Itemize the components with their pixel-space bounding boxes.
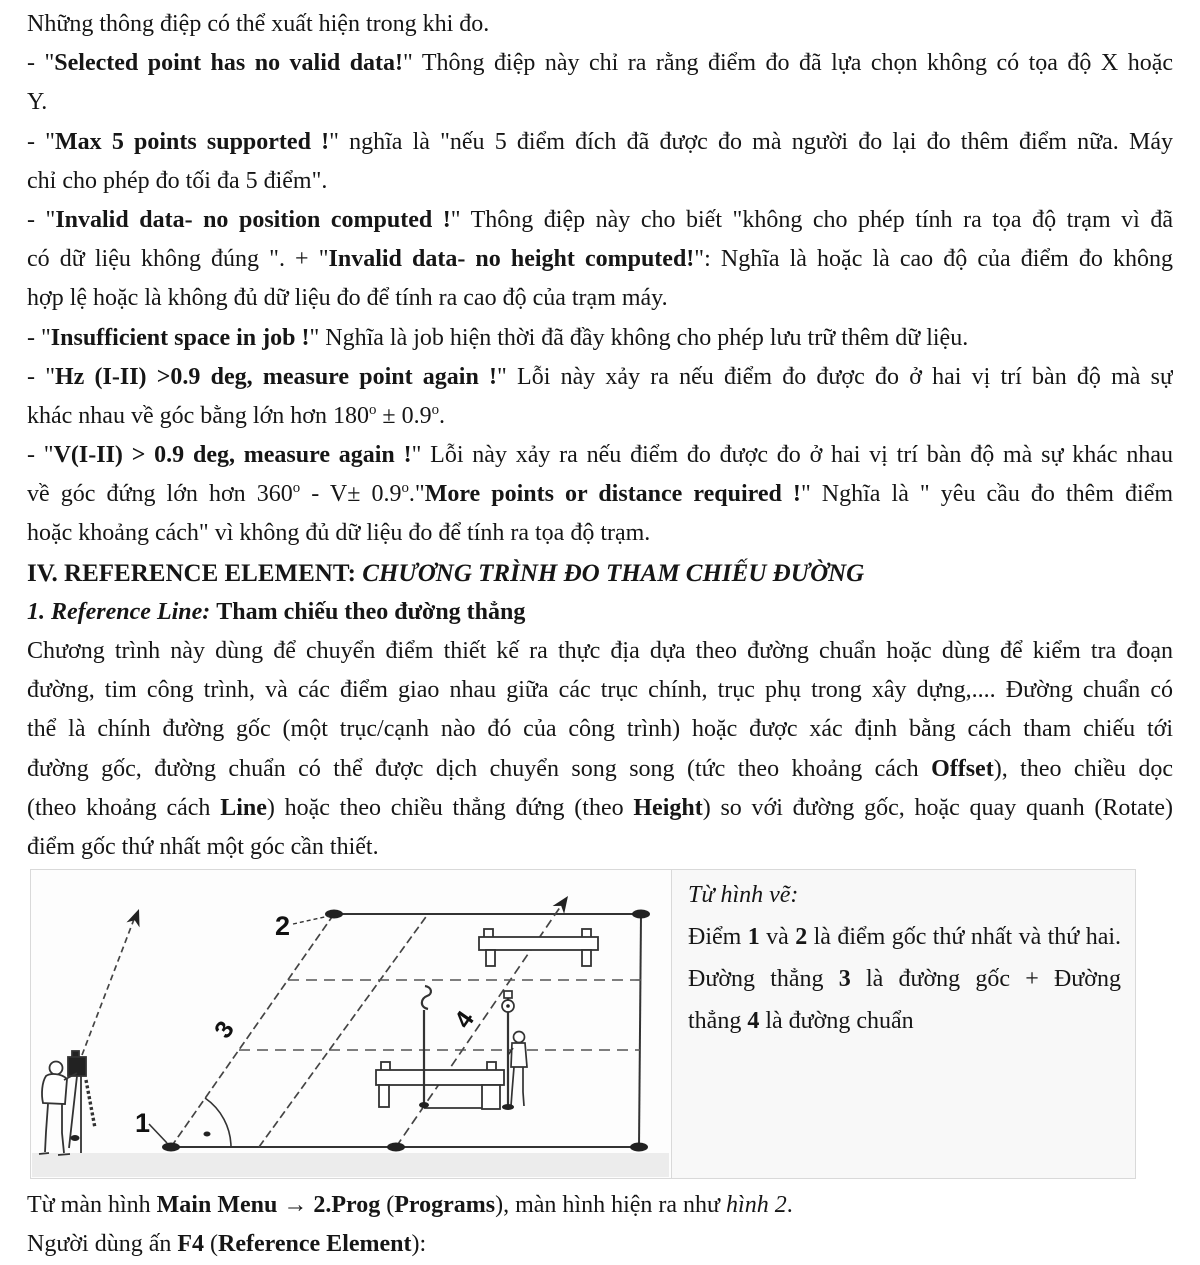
bottom-right-dot <box>630 1143 648 1152</box>
text-line: 1. Reference Line: Tham chiếu theo đường thẳng <box>27 598 526 625</box>
rodman-figure <box>502 991 527 1110</box>
text-line: - "Hz (I-II) >0.9 deg, measure point again !" Lỗi này xảy ra nếu điểm đo được đo ở hai vị trí bàn độ mà sự <box>27 363 1173 390</box>
figure-table <box>30 869 1136 1179</box>
text-line: IV. REFERENCE ELEMENT: CHƯƠNG TRÌNH ĐO THAM CHIẾU ĐƯỜNG <box>27 559 865 587</box>
bench-side-panel <box>482 1085 500 1109</box>
label-line-3: 3 <box>208 1016 240 1044</box>
bench-leg <box>486 950 495 966</box>
point-1-dot <box>162 1143 180 1152</box>
surveyor-head <box>50 1062 63 1075</box>
line-3-origin-line <box>171 914 334 1147</box>
figure-drawing-cell <box>31 870 672 1178</box>
text-line: hợp lệ hoặc là không đủ dữ liệu đo để tính ra cao độ của trạm máy. <box>27 285 668 312</box>
line-4-arrowhead <box>553 892 574 914</box>
text-line: thẳng 4 là đường chuẩn <box>688 1008 914 1035</box>
bench-leg <box>379 1085 389 1107</box>
rodman-leg <box>511 1067 514 1106</box>
surveyor-foot <box>58 1154 70 1155</box>
prism-top-knob <box>504 991 512 998</box>
instrument-knob <box>72 1051 79 1057</box>
text-line: về góc đứng lớn hơn $360^o - V\pm 0.9^o."More$ points or distance required !" Nghĩa là " yêu cầu đo thêm điểm <box>27 480 1173 508</box>
arrowheads <box>126 892 573 927</box>
right-edge-line <box>639 914 641 1147</box>
bench-plank <box>376 1070 504 1085</box>
lower-bench <box>376 1062 504 1109</box>
text-line: thể là chính đường gốc (một trục/cạnh nào đó của công trình) hoặc được xác định bằng cách tham chiếu tới <box>27 716 1173 743</box>
text-line: - "Max 5 points supported !" nghĩa là "nếu 5 điểm đích đã được đo mà người đo lại đo thêm điểm nữa. Máy <box>27 128 1173 155</box>
middle-parallel-line <box>259 914 428 1147</box>
text-line: hoặc khoảng cách" vì không đủ dữ liệu đo để tính ra tọa độ trạm. <box>27 520 651 547</box>
angle-dot <box>204 1132 211 1137</box>
text-line: Điểm 1 và 2 là điểm gốc thứ nhất và thứ hai. <box>688 924 1121 951</box>
surveyor-leg <box>62 1104 64 1153</box>
text-line: Những thông điệp có thể xuất hiện trong khi đo. <box>27 11 490 37</box>
text-line: điểm gốc thứ nhất một góc cần thiết. <box>27 833 379 860</box>
ground-blob <box>71 1135 80 1141</box>
text-line: Y. <box>27 89 48 116</box>
text-line: - "V(I-II) > 0.9 deg, measure again !" Lỗi này xảy ra nếu điểm đo được đo ở hai vị trí bàn độ mà sự khác nhau <box>27 442 1173 469</box>
text-line: đường, tim công trình, và các điểm giao nhau giữa các trục chính, trục phụ trong xây dựng,.... Đường chuẩn có <box>27 677 1173 704</box>
text-line: Từ màn hình Main Menu → 2.Prog (Programs), màn hình hiện ra như hình 2. <box>27 1192 793 1219</box>
text-line: - "Selected point has no valid data!" Thông điệp này chỉ ra rằng điểm đo đã lựa chọn không có tọa độ X hoặc <box>27 50 1173 77</box>
dashed-offset-lines <box>239 980 641 1050</box>
sight-line-arrowhead <box>126 907 145 928</box>
figure-ground-strip <box>32 1153 669 1177</box>
figure-caption-cell <box>672 870 1135 1178</box>
text-line: chỉ cho phép đo tối đa 5 điểm". <box>27 167 328 194</box>
rodman-torso <box>511 1043 527 1067</box>
bottom-middle-dot <box>387 1143 405 1152</box>
tripod-strut-hatched <box>86 1080 95 1128</box>
surveyor-foot <box>39 1153 49 1154</box>
rod-foot-blob <box>502 1104 514 1110</box>
text-line: Từ hình vẽ: <box>688 882 799 909</box>
point-2-dot <box>325 910 343 919</box>
upper-bench <box>479 929 598 966</box>
text-line: (theo khoảng cách Line) hoặc theo chiều thẳng đứng (theo Height) so với đường gốc, hoặc quay quanh (Rotate) <box>27 794 1173 821</box>
rodman-leg <box>523 1067 524 1106</box>
pole-foot-dot <box>419 1102 429 1108</box>
text-line: - "Insufficient space in job !" Nghĩa là job hiện thời đã đầy không cho phép lưu trữ thêm dữ liệu. <box>27 324 969 351</box>
label-2-leader <box>293 916 329 924</box>
plumb-pole <box>419 986 431 1108</box>
text-line: có dữ liệu không đúng ". + "Invalid data- no height computed!": Nghĩa là hoặc là cao độ của điểm đo không <box>27 246 1173 273</box>
text-line: khác nhau về góc bằng lớn hơn $180^o \pm 0.9^o$. <box>27 401 446 429</box>
label-1-leader <box>149 1124 167 1143</box>
text-line: Chương trình này dùng để chuyển điểm thiết kế ra thực địa dựa theo đường chuẩn hoặc dùng để kiểm tra đoạn <box>27 638 1173 664</box>
pole-flag-glyph <box>422 986 431 1009</box>
bench-leg <box>582 950 591 966</box>
rodman-head <box>514 1032 525 1043</box>
bench-plank <box>479 937 598 950</box>
label-point-1: 1 <box>135 1108 151 1139</box>
top-right-dot <box>632 910 650 919</box>
body-text-bottom <box>0 1186 1200 1264</box>
reference-line-diagram <box>31 870 671 1178</box>
surveyor-leg <box>45 1104 48 1152</box>
angle-arc <box>205 1098 231 1147</box>
text-line: Đường thẳng 3 là đường gốc + Đường <box>688 966 1121 993</box>
surveyor-figure <box>39 1051 95 1155</box>
text-line: - "Invalid data- no position computed !" Thông điệp này cho biết "không cho phép tính ra tọa độ trạm vì đã <box>27 206 1173 233</box>
text-line: Người dùng ấn F4 (Reference Element): <box>27 1231 427 1258</box>
surveyor-torso <box>42 1074 67 1104</box>
instrument-sight-line <box>82 914 136 1055</box>
label-point-2: 2 <box>275 911 291 942</box>
label-line-4: 4 <box>448 1006 480 1034</box>
text-line: đường gốc, đường chuẩn có thể được dịch chuyển song song (tức theo khoảng cách Offset), theo chiều dọc <box>27 755 1173 782</box>
